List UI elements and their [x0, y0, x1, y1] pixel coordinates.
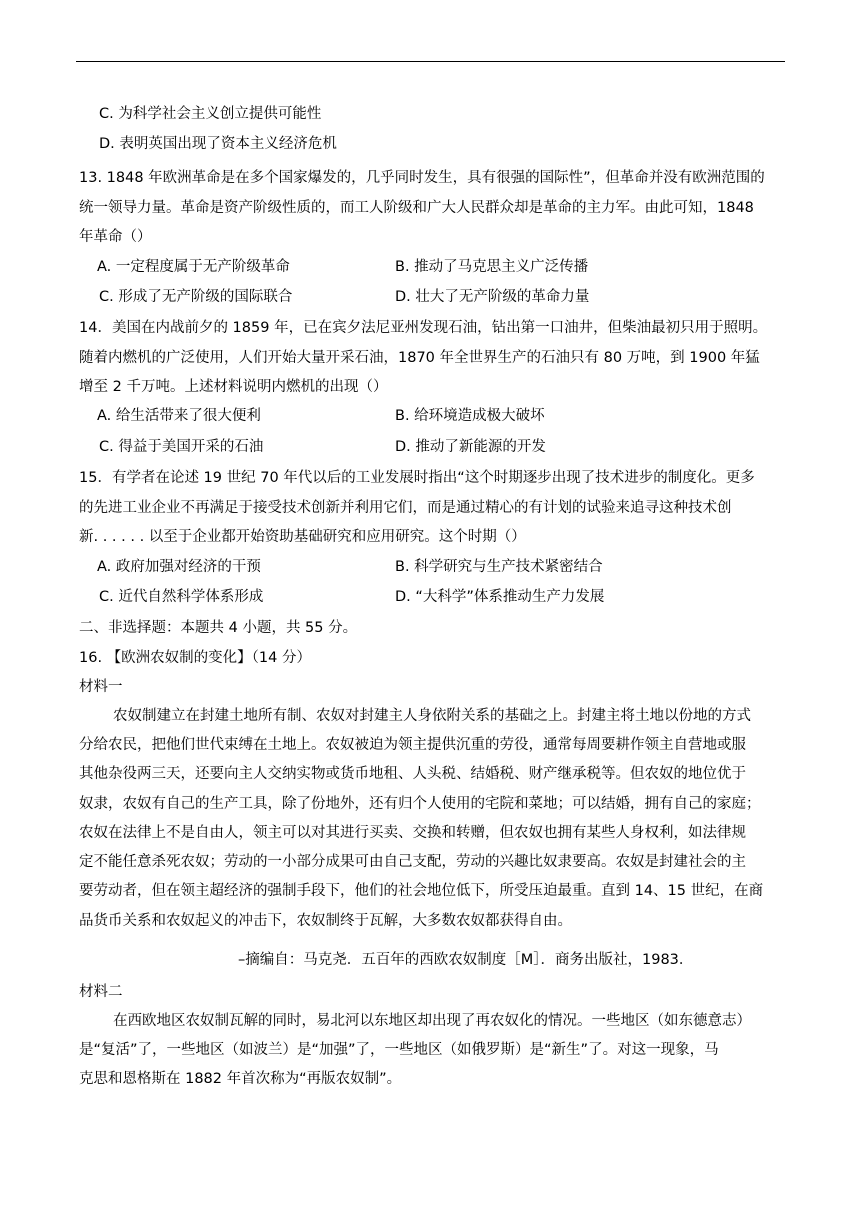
q15-line-3: 新. . . . . . 以至于企业都开始资助基础研究和应用研究。这个时期（）: [79, 529, 526, 545]
q14-option-a: A. 给生活带来了很大便利: [97, 408, 261, 424]
q15-option-d: D. “大科学”体系推动生产力发展: [395, 589, 605, 605]
q14-line-1: 14．美国在内战前夕的 1859 年，已在宾夕法尼亚州发现石油，钻出第一口油井，但柴油最初只用于照明。: [79, 320, 768, 336]
q12-option-d: D. 表明英国出现了资本主义经济危机: [99, 136, 337, 152]
q15-option-a: A. 政府加强对经济的干预: [97, 559, 261, 575]
q15-option-b: B. 科学研究与生产技术紧密结合: [395, 559, 603, 575]
q14-option-d: D. 推动了新能源的开发: [395, 439, 546, 455]
q13-option-a: A. 一定程度属于无产阶级革命: [97, 259, 290, 275]
q15-option-c: C. 近代自然科学体系形成: [99, 589, 264, 605]
q13-line-3: 年革命（）: [79, 229, 152, 245]
q16-m1-line-4: 奴隶，农奴有自己的生产工具，除了份地外，还有归个人使用的宅院和菜地；可以结婚，拥有自己的家庭；: [79, 796, 761, 812]
q13-line-2: 统一领导力量。革命是资产阶级性质的，而工人阶级和广大人民群众却是革命的主力军。由此可知，1848: [79, 200, 754, 216]
q12-option-c: C. 为科学社会主义创立提供可能性: [99, 106, 322, 122]
header-rule: [76, 61, 785, 62]
q16-m1-line-2: 分给农民，把他们世代束缚在土地上。农奴被迫为领主提供沉重的劳役，通常每周要耕作领主自营地或服: [79, 737, 746, 753]
q16-material-1-source: –摘编自：马克尧．五百年的西欧农奴制度［M］．商务出版社，1983．: [238, 952, 694, 968]
q14-line-3: 增至 2 千万吨。上述材料说明内燃机的出现（）: [79, 379, 388, 395]
q13-option-d: D. 壮大了无产阶级的革命力量: [395, 289, 590, 305]
q16-m1-line-7: 要劳动者，但在领主超经济的强制手段下，他们的社会地位低下，所受压迫最重。直到 14、15 世纪，在商: [79, 883, 764, 899]
q16-m2-line-3: 克思和恩格斯在 1882 年首次称为“再版农奴制”。: [79, 1071, 402, 1087]
q16-m1-line-5: 农奴在法律上不是自由人，领主可以对其进行买卖、交换和转赠，但农奴也拥有某些人身权利，如法律规: [79, 825, 746, 841]
q16-m2-line-2: 是“复活”了，一些地区（如波兰）是“加强”了，一些地区（如俄罗斯）是“新生”了。对这一现象，马: [79, 1042, 719, 1058]
q16-m1-line-3: 其他杂役两三天，还要向主人交纳实物或货币地租、人头税、结婚税、财产继承税等。但农奴的地位优于: [79, 766, 746, 782]
q13-line-1: 13. 1848 年欧洲革命是在多个国家爆发的，几乎同时发生，具有很强的国际性”，但革命并没有欧洲范围的: [79, 170, 765, 186]
section-2-heading: 二、非选择题：本题共 4 小题，共 55 分。: [79, 620, 358, 636]
q13-option-c: C. 形成了无产阶级的国际联合: [99, 289, 293, 305]
q14-option-c: C. 得益于美国开采的石油: [99, 439, 264, 455]
q14-option-b: B. 给环境造成极大破坏: [395, 408, 545, 424]
q16-title: 16. 【欧洲农奴制的变化】（14 分）: [79, 650, 311, 666]
q16-m2-line-1: 在西欧地区农奴制瓦解的同时，易北河以东地区却出现了再农奴化的情况。一些地区（如东德意志）: [113, 1013, 751, 1029]
q16-m1-line-1: 农奴制建立在封建土地所有制、农奴对封建主人身依附关系的基础之上。封建主将土地以份地的方式: [113, 708, 751, 724]
q16-m1-line-8: 品货币关系和农奴起义的冲击下，农奴制终于瓦解，大多数农奴都获得自由。: [79, 913, 572, 929]
q15-line-2: 的先进工业企业不再满足于接受技术创新并利用它们，而是通过精心的有计划的试验来追寻这种技术创: [79, 500, 732, 516]
q16-material-1-label: 材料一: [79, 679, 123, 695]
q16-m1-line-6: 定不能任意杀死农奴；劳动的一小部分成果可由自己支配，劳动的兴趣比奴隶要高。农奴是封建社会的主: [79, 854, 746, 870]
q16-material-2-label: 材料二: [79, 984, 123, 1000]
q14-line-2: 随着内燃机的广泛使用，人们开始大量开采石油，1870 年全世界生产的石油只有 80 万吨，到 1900 年猛: [79, 350, 760, 366]
q15-line-1: 15．有学者在论述 19 世纪 70 年代以后的工业发展时指出“这个时期逐步出现了技术进步的制度化。更多: [79, 470, 755, 486]
q13-option-b: B. 推动了马克思主义广泛传播: [395, 259, 589, 275]
